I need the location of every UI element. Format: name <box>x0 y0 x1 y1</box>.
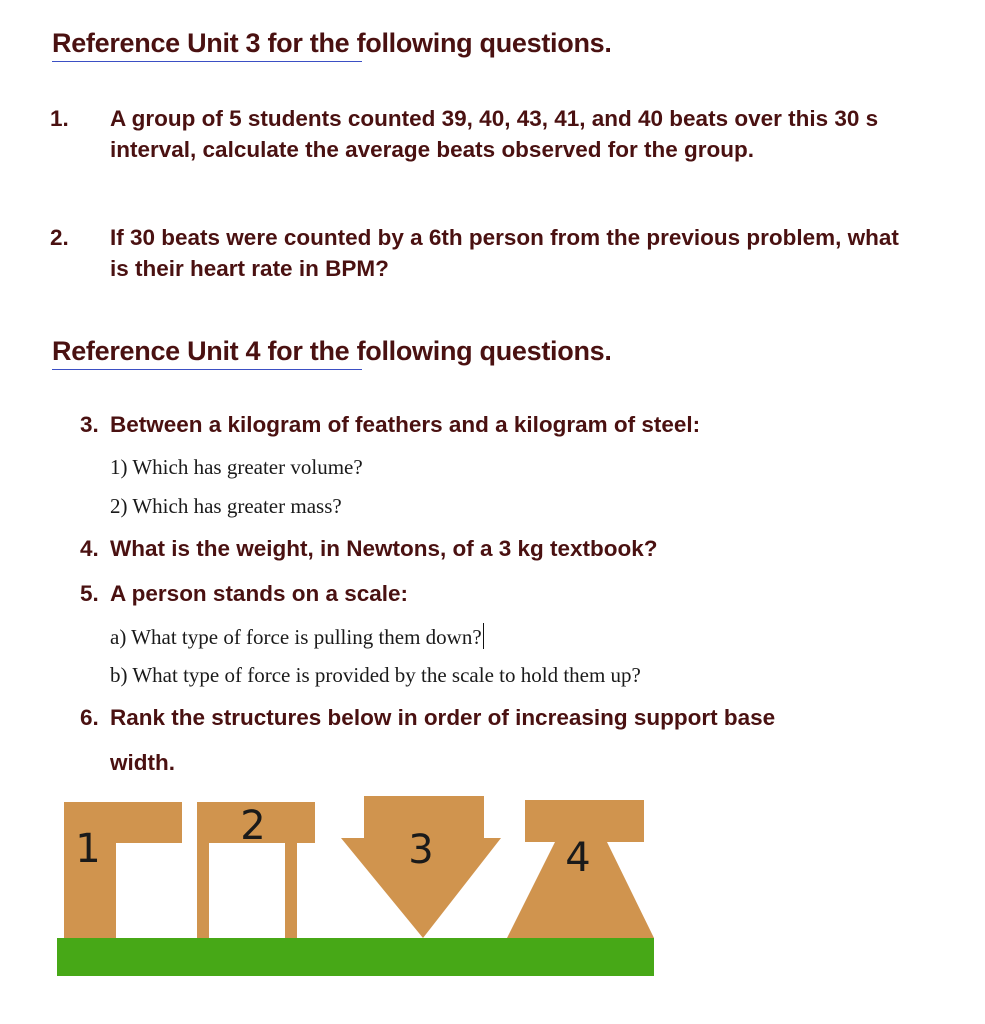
question-3-text: Between a kilogram of feathers and a kilogram of steel: <box>110 412 701 437</box>
structure-2-label: 2 <box>240 803 266 849</box>
question-6-text: Rank the structures below in order of increasing support base <box>110 705 776 730</box>
question-1-number: 1. <box>50 106 69 131</box>
question-6-text-continued: width. <box>110 750 175 775</box>
question-4-text: What is the weight, in Newtons, of a 3 kg textbook? <box>110 536 658 561</box>
question-5-sub-a-text: a) What type of force is pulling them down? <box>110 625 482 649</box>
structure-1-label: 1 <box>75 826 101 872</box>
structure-3-label: 3 <box>408 827 434 873</box>
unit4-heading: Reference Unit 4 for the following questions. <box>52 336 612 366</box>
question-2-text: If 30 beats were counted by a 6th person from the previous problem, what is their heart rate in BPM? <box>110 225 899 281</box>
question-1-text: A group of 5 students counted 39, 40, 43, 41, and 40 beats over this 30 s interval, calculate the average beats observed for the group. <box>110 106 879 162</box>
structure-4-label: 4 <box>565 835 591 881</box>
question-3-sub-1: 1) Which has greater volume? <box>110 455 363 479</box>
question-2-number: 2. <box>50 225 69 250</box>
ground-bar <box>57 938 654 976</box>
question-5-text: A person stands on a scale: <box>110 581 409 606</box>
question-4-number: 4. <box>80 536 99 561</box>
question-3-sub-2: 2) Which has greater mass? <box>110 494 342 518</box>
question-5-number: 5. <box>80 581 99 606</box>
unit3-heading: Reference Unit 3 for the following questions. <box>52 28 612 58</box>
question-3-number: 3. <box>80 412 99 437</box>
question-5-sub-b: b) What type of force is provided by the scale to hold them up? <box>110 663 641 687</box>
question-6-number: 6. <box>80 705 99 730</box>
